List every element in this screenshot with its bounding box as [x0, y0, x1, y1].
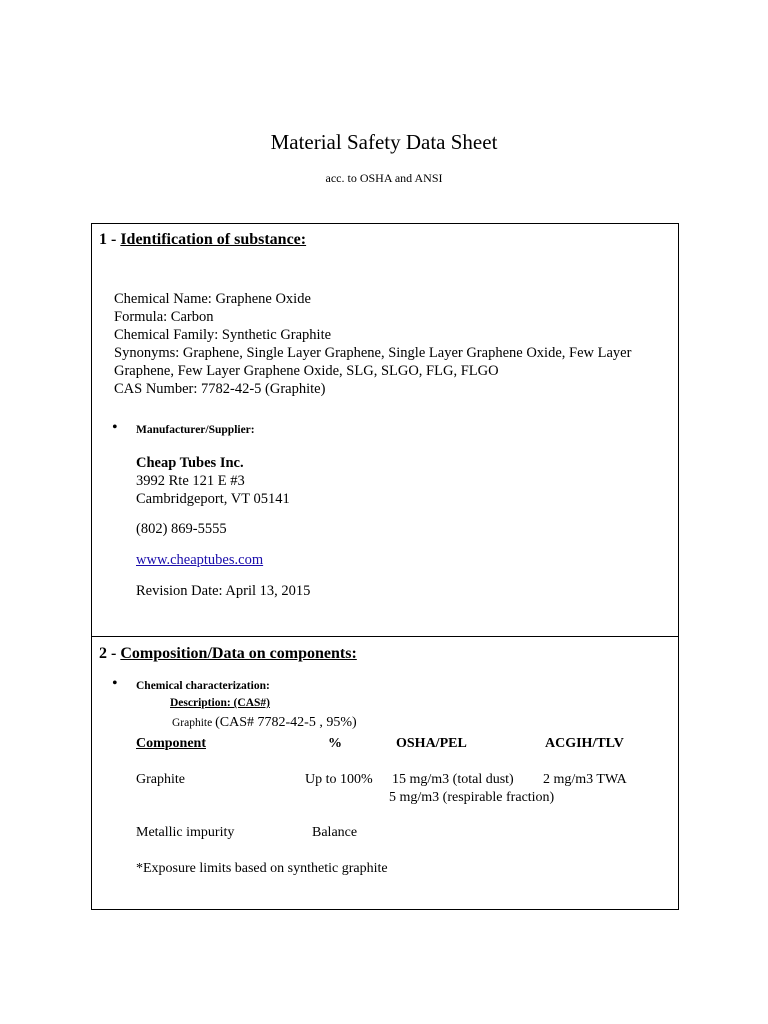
row-1-osha-pel: 15 mg/m3 (total dust) [392, 772, 514, 787]
manufacturer-label: Manufacturer/Supplier: [136, 424, 255, 436]
address-line-2: Cambridgeport, VT 05141 [136, 491, 290, 507]
substance-details [114, 290, 631, 398]
exposure-note: *Exposure limits based on synthetic graphite [136, 861, 388, 876]
row-1-percent: Up to 100% [305, 772, 373, 787]
section-1-title: Identification of substance: [120, 231, 307, 248]
row-1-component: Graphite [136, 772, 185, 787]
row-2-percent: Balance [312, 825, 358, 840]
description-value [172, 713, 357, 731]
document-subtitle: acc. to OSHA and ANSI [325, 171, 443, 185]
column-header-percent: % [328, 736, 342, 751]
row-1-acgih-tlv: 2 mg/m3 TWA [543, 772, 627, 787]
column-header-component: Component [136, 736, 207, 751]
section-1-box [91, 223, 679, 637]
chemical-family-line: Chemical Family: Synthetic Graphite [114, 327, 332, 343]
characterization-bullet: • [112, 675, 118, 692]
revision-date: Revision Date: April 13, 2015 [136, 583, 311, 599]
column-header-acgih-tlv: ACGIH/TLV [545, 736, 624, 751]
column-header-osha-pel: OSHA/PEL [396, 736, 467, 751]
row-1-osha-pel-line-2: 5 mg/m3 (respirable fraction) [389, 790, 555, 805]
address-line-1: 3992 Rte 121 E #3 [136, 473, 245, 489]
section-2-box [91, 636, 679, 910]
formula-line: Formula: Carbon [114, 309, 214, 325]
description-value-prefix: Graphite [172, 717, 216, 729]
section-2-title: Composition/Data on components: [120, 645, 357, 662]
synonyms-line-2: Graphene, Few Layer Graphene Oxide, SLG, SLGO, FLG, FLGO [114, 363, 499, 379]
section-1-heading [99, 231, 306, 249]
phone-number: (802) 869-5555 [136, 521, 227, 537]
cas-number-line: CAS Number: 7782-42-5 (Graphite) [114, 381, 326, 397]
chemical-name-line: Chemical Name: Graphene Oxide [114, 291, 311, 307]
manufacturer-bullet: • [112, 419, 118, 436]
description-value-cas: (CAS# 7782-42-5 , 95%) [215, 715, 357, 730]
description-label: Description: (CAS#) [170, 697, 270, 709]
website-link[interactable]: www.cheaptubes.com [136, 552, 264, 568]
row-2-component: Metallic impurity [136, 825, 235, 840]
section-2-number: 2 - [99, 645, 121, 662]
synonyms-line-1: Synonyms: Graphene, Single Layer Graphene, Single Layer Graphene Oxide, Few Layer [114, 345, 632, 361]
company-name: Cheap Tubes Inc. [136, 455, 244, 471]
characterization-label: Chemical characterization: [136, 680, 270, 692]
section-2-heading [99, 645, 357, 663]
document-title: Material Safety Data Sheet [270, 130, 498, 154]
section-1-number: 1 - [99, 231, 121, 248]
